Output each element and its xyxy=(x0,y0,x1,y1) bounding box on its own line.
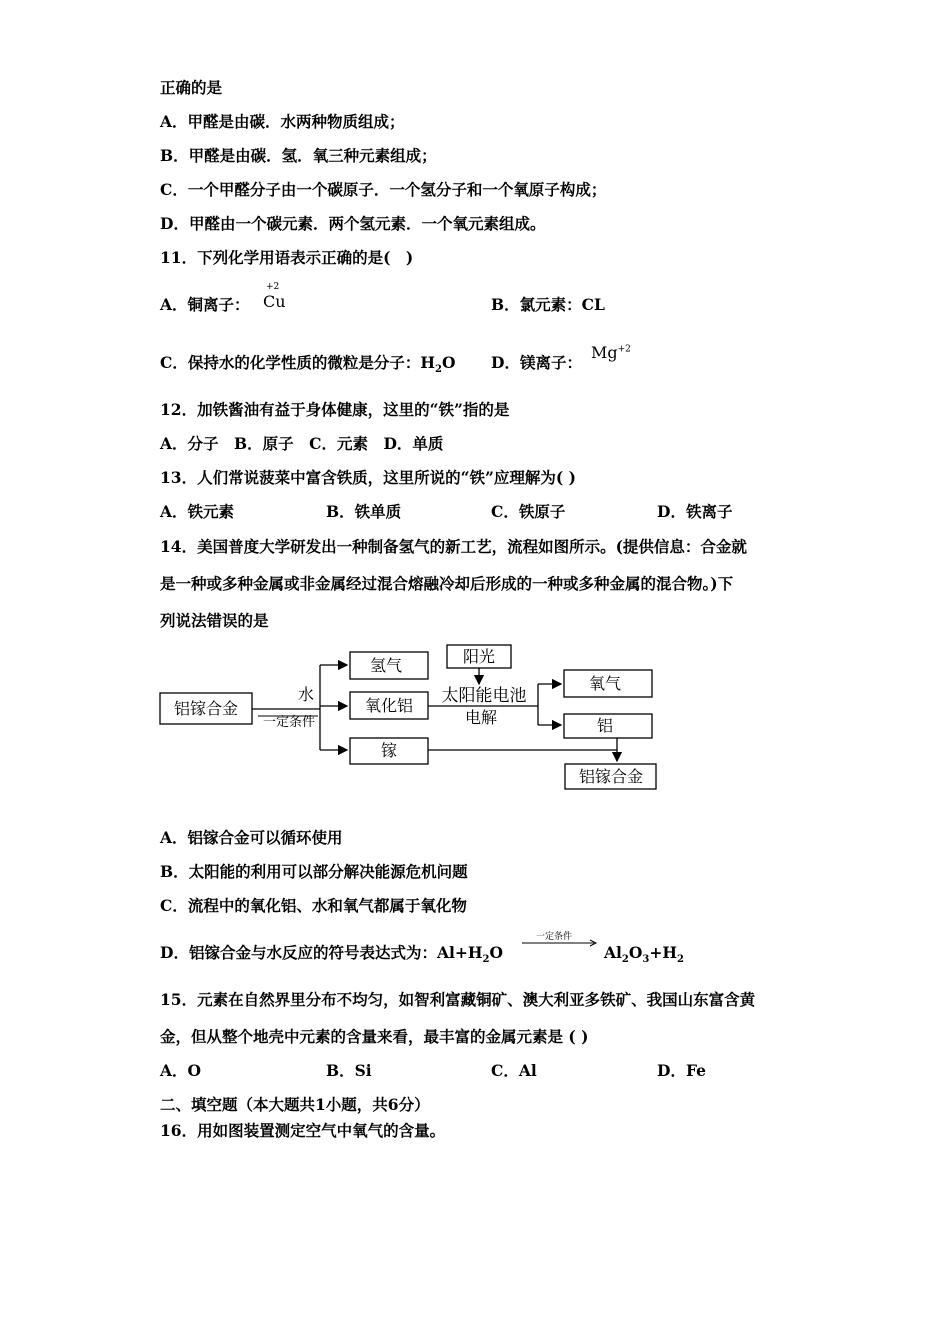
q16-stem: 16．用如图装置测定空气中氧气的含量。 xyxy=(160,1121,446,1140)
diagram-sunlight: 阳光 xyxy=(462,647,496,666)
q14-d-prod1-mid: O xyxy=(628,943,643,962)
q15-option-b: B．Si xyxy=(326,1061,372,1080)
diagram-water: 水 xyxy=(297,685,315,704)
q14-option-a: A．铝镓合金可以循环使用 xyxy=(160,828,343,847)
q11-c-sub: 2 xyxy=(434,364,442,376)
q14-option-b: B．太阳能的利用可以部分解决能源危机问题 xyxy=(160,862,468,881)
section-2-heading: 二、填空题（本大题共1小题，共6分） xyxy=(160,1095,430,1114)
q15-line1: 15．元素在自然界里分布不均匀，如智利富藏铜矿、澳大利亚多铁矿、我国山东富含黄 xyxy=(160,990,756,1009)
diagram-electrolysis: 电解 xyxy=(464,708,498,727)
q10-option-c: C．一个甲醛分子由一个碳原子．一个氢分子和一个氧原子构成； xyxy=(160,180,607,199)
q13-option-d: D．铁离子 xyxy=(657,502,733,521)
diagram-solar-cell: 太阳能电池 xyxy=(441,686,527,706)
q14-option-d xyxy=(160,943,503,970)
q14-d-prod2: +H xyxy=(649,943,678,962)
diagram-condition: 一定条件 xyxy=(262,715,316,730)
q11-c-end: O xyxy=(441,353,456,372)
diagram-gallium: 镓 xyxy=(380,741,398,760)
q14-d-prod1: Al xyxy=(604,943,622,962)
q13-option-c: C．铁原子 xyxy=(491,502,566,521)
q14-d-prod1-sub1: 2 xyxy=(621,954,629,966)
q10-option-b: B．甲醛是由碳．氢．氧三种元素组成； xyxy=(160,146,437,165)
q10-option-d: D．甲醛由一个碳元素．两个氢元素．一个氧元素组成。 xyxy=(160,214,546,233)
q12-stem: 12．加铁酱油有益于身体健康，这里的“铁”指的是 xyxy=(160,400,510,419)
diagram-alloy-in: 铝镓合金 xyxy=(173,699,239,718)
q13-stem: 13．人们常说菠菜中富含铁质，这里所说的“铁”应理解为( ) xyxy=(160,468,576,487)
q14-d-text: D．铝镓合金与水反应的符号表达式为：Al+H xyxy=(160,943,483,962)
q14-d-arrow-icon xyxy=(520,936,600,950)
q13-option-b: B．铁单质 xyxy=(326,502,402,521)
q11-a-charge: +2 xyxy=(266,282,280,292)
q11-a-label: A．铜离子： xyxy=(160,295,250,314)
q11-c-text: C．保持水的化学性质的微粒是分子：H xyxy=(160,353,435,372)
q14-d-condition: 一定条件 xyxy=(536,932,573,942)
diagram-aluminum: 铝 xyxy=(596,716,614,735)
q14-d-h2o-end: O xyxy=(489,943,503,962)
q15-option-a: A．O xyxy=(160,1061,202,1080)
q14-d-h2o-sub: 2 xyxy=(482,954,490,966)
diagram-alloy-out: 铝镓合金 xyxy=(578,767,644,786)
q15-option-c: C．Al xyxy=(491,1061,537,1080)
q14-d-products xyxy=(604,943,684,970)
q11-a-symbol: Cu xyxy=(263,292,286,311)
q10-option-a: A．甲醛是由碳．水两种物质组成； xyxy=(160,112,405,131)
q12-options: A．分子 B．原子 C．元素 D．单质 xyxy=(160,434,444,453)
q14-d-prod1-sub2: 3 xyxy=(642,954,650,966)
q15-line2: 金，但从整个地壳中元素的含量来看，最丰富的金属元素是 ( ) xyxy=(160,1027,589,1046)
q14-line3: 列说法错误的是 xyxy=(160,611,269,630)
q13-option-a: A．铁元素 xyxy=(160,502,235,521)
diagram-alumina: 氧化铝 xyxy=(364,696,414,715)
q11-stem: 11．下列化学用语表示正确的是( ) xyxy=(160,248,414,267)
q14-line2: 是一种或多种金属或非金属经过混合熔融冷却后形成的一种或多种金属的混合物。)下 xyxy=(160,574,734,593)
q11-d-charge: +2 xyxy=(617,344,631,355)
q14-d-prod2-sub: 2 xyxy=(677,954,684,966)
diagram-hydrogen: 氢气 xyxy=(369,656,403,675)
q14-line1: 14．美国普度大学研发出一种制备氢气的新工艺，流程如图所示。(提供信息：合金就 xyxy=(160,537,747,556)
q15-option-d: D．Fe xyxy=(657,1061,706,1080)
q11-d-label: D．镁离子： xyxy=(491,353,582,372)
q14-option-c: C．流程中的氧化铝、水和氧气都属于氧化物 xyxy=(160,896,467,915)
q11-d-symbol: Mg xyxy=(591,343,618,362)
intro-text: 正确的是 xyxy=(160,78,223,97)
diagram-oxygen: 氧气 xyxy=(588,674,622,693)
q11-option-b: B．氯元素：CL xyxy=(491,295,605,314)
